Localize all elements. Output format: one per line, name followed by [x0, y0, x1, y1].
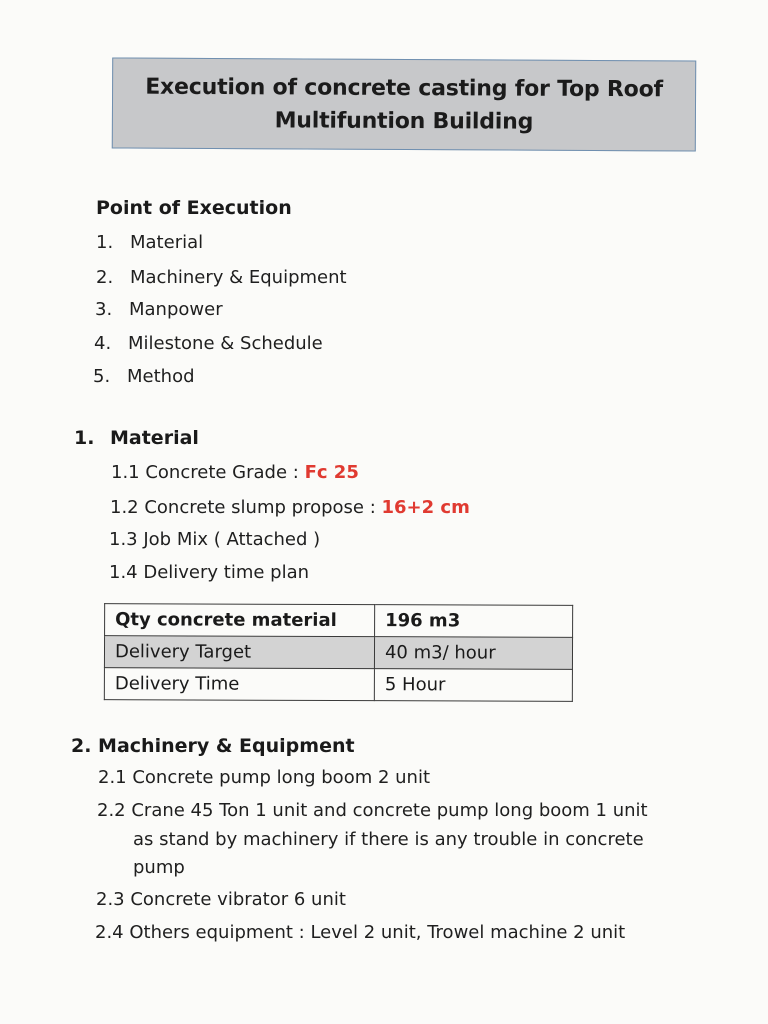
- table-cell-value: 5 Hour: [374, 669, 572, 702]
- points-item-label: Manpower: [129, 299, 223, 320]
- table-row: [104, 668, 572, 702]
- points-item-label: Milestone & Schedule: [128, 333, 323, 354]
- table-cell-label: Qty concrete material: [105, 604, 375, 637]
- title-line-1: Execution of concrete casting for Top Roof: [145, 74, 663, 102]
- delivery-table: [104, 603, 573, 702]
- material-item-text: 1.1 Concrete Grade :: [111, 462, 305, 483]
- title-line-2: Multifuntion Building: [274, 107, 534, 135]
- points-item-label: Material: [130, 232, 204, 253]
- machinery-item: 2.4 Others equipment : Level 2 unit, Trowel machine 2 unit: [95, 922, 626, 943]
- points-item-label: Method: [127, 366, 195, 387]
- concrete-grade-value: Fc 25: [304, 462, 359, 483]
- material-item-text: 1.4 Delivery time plan: [109, 562, 310, 583]
- points-item-num: 4.: [94, 333, 112, 354]
- points-item-num: 2.: [96, 267, 114, 288]
- table-cell-label: Delivery Target: [104, 636, 374, 669]
- machinery-item-continuation: pump: [133, 857, 185, 878]
- points-heading: Point of Execution: [96, 197, 292, 219]
- material-item-text: 1.2 Concrete slump propose :: [110, 497, 382, 518]
- material-heading-label: Material: [110, 427, 199, 449]
- material-item: [109, 562, 309, 583]
- machinery-item-continuation: as stand by machinery if there is any trouble in concrete: [133, 829, 644, 850]
- table-row: [105, 604, 573, 638]
- points-item-num: 1.: [96, 232, 114, 253]
- points-item: [94, 333, 323, 354]
- points-item-num: 3.: [95, 299, 113, 320]
- material-item: [111, 462, 359, 483]
- machinery-heading: 2. Machinery & Equipment: [71, 735, 355, 757]
- material-heading-num: 1.: [74, 427, 95, 449]
- points-item: [96, 267, 347, 288]
- material-item: [110, 497, 470, 518]
- table-cell-value: 196 m3: [375, 605, 573, 638]
- table-cell-label: Delivery Time: [104, 668, 374, 701]
- table-cell-value: 40 m3/ hour: [374, 637, 572, 670]
- title-box: [112, 57, 696, 151]
- points-item: [96, 232, 203, 253]
- material-item-text: 1.3 Job Mix ( Attached ): [109, 529, 321, 550]
- points-item: [95, 299, 223, 320]
- machinery-item: 2.2 Crane 45 Ton 1 unit and concrete pump long boom 1 unit: [97, 800, 648, 821]
- machinery-item: 2.3 Concrete vibrator 6 unit: [96, 889, 346, 910]
- points-item: [93, 366, 195, 387]
- material-heading: [74, 427, 199, 449]
- table-row: [104, 636, 572, 670]
- points-item-num: 5.: [93, 366, 111, 387]
- points-item-label: Machinery & Equipment: [130, 267, 347, 288]
- slump-value: 16+2 cm: [381, 497, 470, 518]
- material-item: [109, 529, 320, 550]
- machinery-item: 2.1 Concrete pump long boom 2 unit: [98, 767, 431, 788]
